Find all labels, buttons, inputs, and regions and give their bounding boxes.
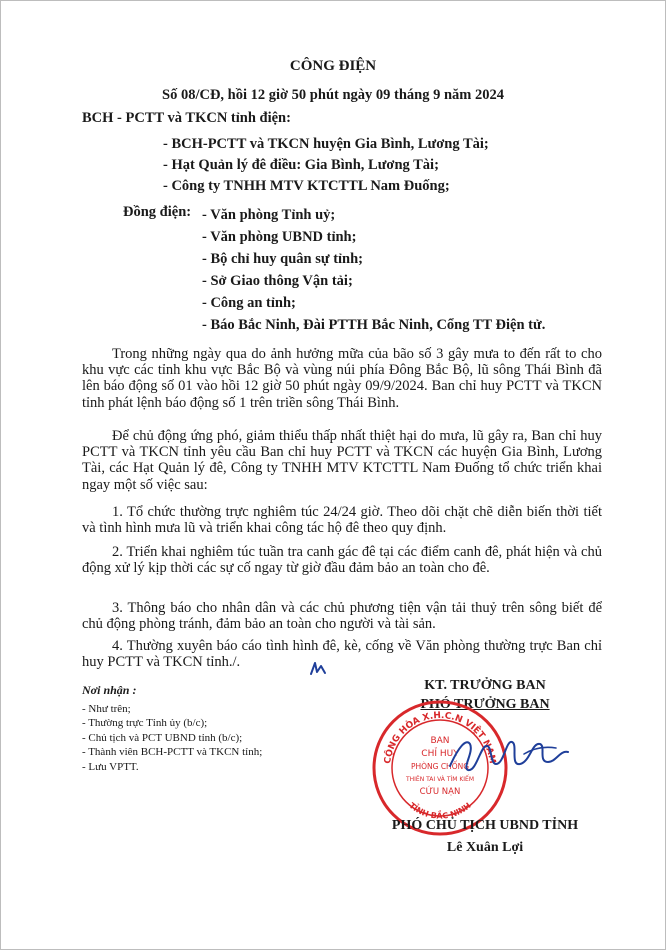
cc-item: - Báo Bắc Ninh, Đài PTTH Bắc Ninh, Cổng TT Điện tử. [202, 317, 546, 333]
handwritten-signature [440, 718, 580, 788]
signer-position: PHÓ CHỦ TỊCH UBND TỈNH [391, 818, 579, 833]
cc-item: - Văn phòng Tỉnh uỷ; [202, 207, 336, 223]
receiver-item: - Chủ tịch và PCT UBND tỉnh (b/c); [82, 731, 243, 744]
document-title: CÔNG ĐIỆN [289, 58, 377, 74]
signer-title-2: PHÓ TRƯỞNG BAN [420, 697, 550, 712]
svg-text:TỈNH BẮC NINH: TỈNH BẮC NINH [407, 800, 473, 821]
svg-text:CHỈ HUY: CHỈ HUY [421, 749, 459, 759]
svg-text:BAN: BAN [430, 736, 450, 746]
body-paragraph: 1. Tổ chức thường trực nghiêm túc 24/24 giờ. Theo dõi chặt chẽ diễn biến thời tiết và tình hình mưa lũ và triển khai công tác hộ đê theo quy định. [82, 504, 602, 537]
receivers-label: Nơi nhận : [82, 683, 137, 697]
sender-line: BCH - PCTT và TKCN tỉnh điện: [82, 110, 291, 126]
svg-text:CỨU NẠN: CỨU NẠN [419, 787, 461, 797]
receiver-item: - Thường trực Tỉnh ủy (b/c); [82, 717, 208, 729]
document-number-line: Số 08/CĐ, hồi 12 giờ 50 phút ngày 09 tháng 9 năm 2024 [162, 87, 504, 103]
signer-name: Lê Xuân Lợi [446, 840, 524, 855]
cc-label: Đồng điện: [123, 204, 192, 220]
recipient-list [163, 134, 489, 197]
pen-mark [308, 660, 328, 676]
body-paragraph: 3. Thông báo cho nhân dân và các chủ phương tiện vận tải thuỷ trên sông biết để chủ động phòng tránh, đảm bảo an toàn cho người và tài sản. [82, 600, 602, 633]
recipient-item: - Hạt Quản lý đê điều: Gia Bình, Lương Tài; [163, 157, 439, 173]
cc-item: - Bộ chỉ huy quân sự tỉnh; [202, 251, 364, 267]
cc-item: - Văn phòng UBND tỉnh; [202, 229, 357, 245]
body-paragraph: Trong những ngày qua do ảnh hưởng mữa của bão số 3 gây mưa to đến rất to cho khu vực các tỉnh khu vực Bắc Bộ và vùng núi phía Đông Bắc Bộ, lũ sông Thái Bình đã lên báo động số 01 vào hồi 12 giờ 50 phút ngày 09/9/2024. Ban chỉ huy PCTT và TKCN tỉnh phát lệnh báo động số 1 trên triền sông Thái Bình. [82, 346, 602, 411]
recipient-item: - BCH-PCTT và TKCN huyện Gia Bình, Lương Tài; [163, 136, 489, 152]
svg-text:THIÊN TAI VÀ TÌM KIẾM: THIÊN TAI VÀ TÌM KIẾM [405, 776, 475, 783]
body-paragraph: 2. Triển khai nghiêm túc tuần tra canh gác đê tại các điểm canh đê, phát hiện và chủ động xử lý kịp thời các sự cố ngay từ giờ đầu đảm bảo an toàn cho đê. [82, 544, 602, 577]
body-paragraph: Để chủ động ứng phó, giảm thiểu thấp nhất thiệt hại do mưa, lũ gây ra, Ban chỉ huy PCTT và TKCN tỉnh yêu cầu Ban chỉ huy PCTT và TKCN các huyện Gia Bình, Lương Tài, các Hạt Quản lý đê, Công ty TNHH MTV KTCTTL Nam Đuống tổ chức triển khai ngay một số việc sau: [82, 428, 602, 493]
receivers-block [82, 683, 262, 774]
body-paragraph: 4. Thường xuyên báo cáo tình hình đê, kè, cống về Văn phòng thường trực Ban chỉ huy PCTT và TKCN tỉnh./. [82, 638, 602, 671]
signer-title-1: KT. TRƯỞNG BAN [424, 678, 546, 693]
cc-item: - Công an tỉnh; [202, 295, 296, 311]
receiver-item: - Lưu VPTT. [82, 760, 139, 773]
svg-text:CỘNG HÒA X.H.C.N VIỆT NAM: CỘNG HÒA X.H.C.N VIỆT NAM [383, 710, 497, 765]
receiver-item: - Thành viên BCH-PCTT và TKCN tỉnh; [82, 746, 263, 758]
svg-text:PHÒNG CHỐNG: PHÒNG CHỐNG [410, 762, 470, 771]
cc-item: - Sở Giao thông Vận tải; [202, 273, 353, 289]
receiver-item: - Như trên; [82, 702, 131, 715]
cc-list [202, 204, 545, 336]
recipient-item: - Công ty TNHH MTV KTCTTL Nam Đuống; [163, 178, 450, 194]
